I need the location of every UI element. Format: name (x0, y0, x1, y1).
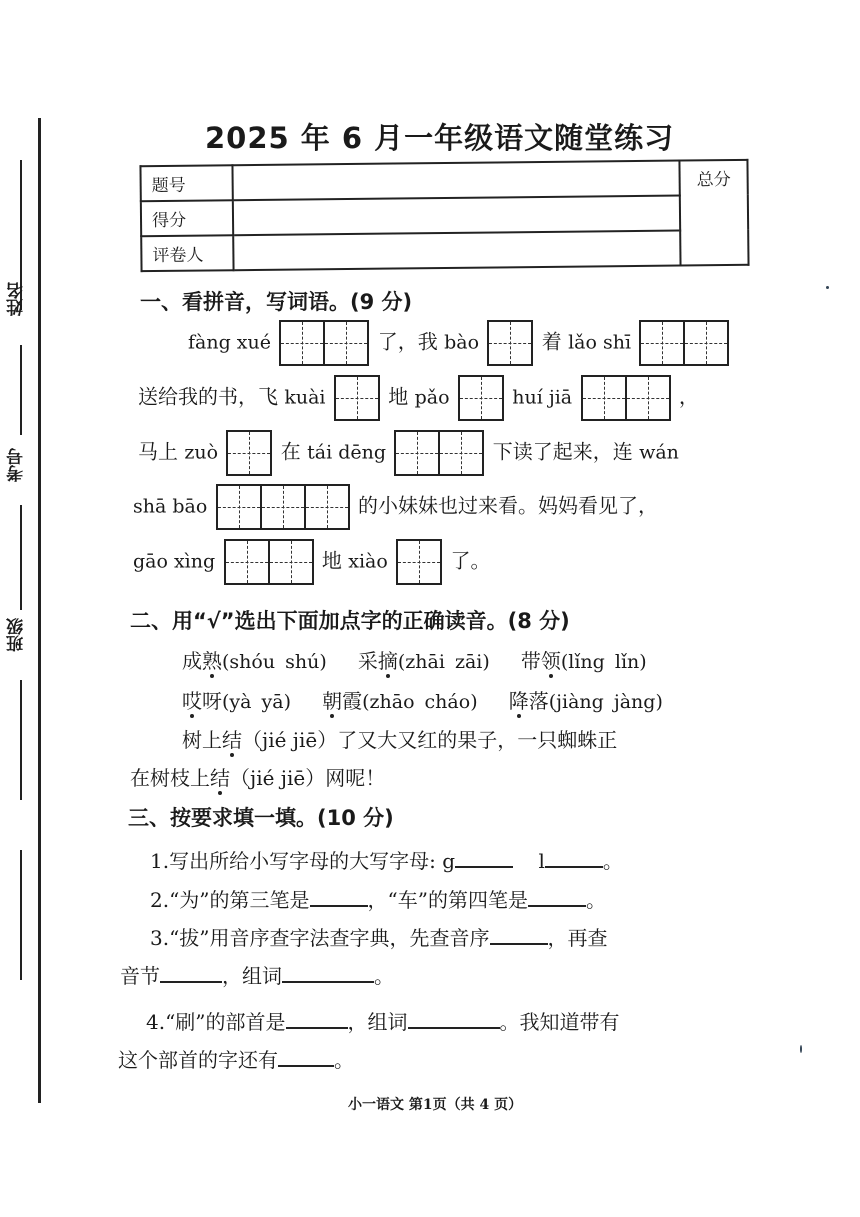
sentence-text: （jié jiē）网呢！ (230, 766, 386, 790)
question-2: 2.“为”的第三笔是 ，“车”的第四笔是 。 (150, 888, 606, 912)
pinyin-options[interactable]: (lǐng lǐn) (560, 651, 647, 673)
question-text: ，再查 (547, 926, 608, 950)
binding-line (38, 118, 41, 1103)
question-text: 音节 (120, 964, 160, 988)
reading-item: 成熟(shóu shú) (182, 649, 327, 673)
class-field-line (20, 505, 22, 610)
dotted-char: 结 (222, 728, 242, 752)
pinyin-text: bào (444, 331, 480, 354)
section-1-heading: 一、看拼音，写词语。(9 分) (140, 290, 413, 314)
writing-boxes[interactable] (224, 539, 314, 585)
question-4-cont: 这个部首的字还有 。 (118, 1048, 354, 1072)
pinyin-text: huí jiā (512, 386, 573, 409)
pinyin-options[interactable]: (zhāi zāi) (397, 651, 490, 673)
reading-row-2 (182, 685, 663, 714)
page-title: 2025 年 6 月一年级语文随堂练习 (205, 121, 675, 155)
score-row-label: 得分 (141, 200, 233, 236)
dotted-char: 结 (210, 766, 230, 790)
exam-no-field-line (20, 345, 22, 435)
pinyin-text: pǎo (414, 386, 450, 409)
pinyin-options[interactable]: (yà yā) (222, 691, 291, 713)
field-line (20, 850, 22, 980)
question-text: 3.“拔”用音序查字法查字典，先查音序 (150, 926, 490, 950)
reading-item: 哎呀(yà yā) (182, 689, 291, 713)
answer-blank[interactable] (282, 963, 374, 983)
sentence-text: 下读了起来，连 (492, 439, 633, 464)
question-text: 4.“刷”的部首是 (146, 1010, 286, 1034)
sentence-text: 送给我的书，飞 (138, 384, 278, 409)
sentence-text: 的小妹妹也过来看。妈妈看见了， (358, 493, 659, 518)
question-text: 1.写出所给小写字母的大写字母: (150, 849, 436, 873)
question-text: 。我知道带有 (499, 1010, 620, 1034)
answer-blank[interactable] (528, 887, 586, 907)
answer-blank[interactable] (310, 887, 368, 907)
exam-no-label: 考号 (7, 448, 27, 482)
question-text: 这个部首的字还有 (118, 1048, 278, 1072)
answer-blank[interactable] (408, 1009, 500, 1029)
reading-item: 降落(jiàng jàng) (508, 689, 663, 713)
answer-blank[interactable] (545, 848, 603, 868)
question-text: ，组词 (222, 964, 282, 988)
dotted-char: 领 (540, 649, 561, 673)
pinyin-text: shā bāo (133, 495, 208, 518)
pinyin-text: gāo xìng (133, 550, 216, 573)
answer-blank[interactable] (278, 1047, 334, 1067)
sentence-text: 马上 (138, 439, 178, 464)
question-4 (146, 1006, 620, 1035)
pinyin-text: fàng xué (188, 331, 271, 354)
pinyin-line-4 (133, 484, 658, 530)
sentence-text: 地 (388, 384, 409, 409)
answer-blank[interactable] (490, 925, 548, 945)
writing-boxes[interactable] (226, 430, 272, 476)
scan-speck (800, 1045, 802, 1053)
scan-speck (826, 286, 829, 289)
pinyin-text: tái dēng (307, 441, 387, 464)
answer-blank[interactable] (455, 848, 513, 868)
pinyin-text: kuài (284, 386, 326, 409)
dotted-char: 熟 (202, 649, 222, 673)
reading-item: 采摘(zhāi zāi) (357, 649, 490, 673)
writing-boxes[interactable] (487, 320, 533, 366)
pinyin-text: wán (639, 441, 679, 464)
pinyin-options[interactable]: (shóu shú) (222, 651, 327, 673)
writing-boxes[interactable] (279, 320, 369, 366)
class-label: 班级 (7, 618, 27, 652)
dotted-char: 朝 (322, 689, 343, 713)
dotted-char: 摘 (377, 649, 398, 673)
pinyin-line-3 (138, 430, 679, 476)
answer-blank[interactable] (160, 963, 222, 983)
sentence-text: ， (678, 384, 699, 409)
sentence-text: 了，我 (377, 329, 438, 354)
question-text: 2.“为”的第三笔是 (150, 888, 310, 912)
answer-blank[interactable] (286, 1009, 348, 1029)
letter-l: l (538, 849, 545, 873)
writing-boxes[interactable] (394, 430, 484, 476)
section-3-heading: 三、按要求填一填。(10 分) (128, 806, 394, 830)
score-cell (233, 196, 680, 236)
question-text: ，组词 (347, 1010, 408, 1034)
writing-boxes[interactable] (581, 375, 671, 421)
dotted-char: 哎 (182, 689, 202, 713)
writing-boxes[interactable] (396, 539, 442, 585)
reading-item: 带领(lǐng lǐn) (520, 649, 647, 673)
reading-item: 朝霞(zhāo cháo) (322, 689, 478, 713)
score-table (139, 159, 749, 272)
pinyin-text: zuò (184, 441, 219, 464)
name-label: 姓名 (7, 282, 27, 316)
sentence-text: 了。 (450, 548, 491, 573)
pinyin-options[interactable]: (jiàng jàng) (548, 691, 663, 713)
dotted-char: 降 (508, 689, 529, 713)
pinyin-line-2 (138, 375, 699, 421)
binding-margin (0, 0, 70, 1217)
pinyin-text: lǎo shī (568, 331, 632, 354)
page-footer: 小一语文 第1页（共 4 页） (348, 1097, 523, 1113)
sentence-text: 着 (541, 329, 562, 354)
total-score-cell: 总分 (679, 160, 748, 266)
question-3-cont: 音节 ，组词 。 (120, 964, 394, 988)
pinyin-line-5 (133, 539, 491, 585)
writing-boxes[interactable] (458, 375, 504, 421)
sentence-text: （jié jiē）了又大又红的果子，一只蜘蛛正 (242, 728, 618, 752)
reading-sentence-2: 在树枝上结（jié jiē）网呢！ (130, 766, 386, 790)
score-row-label: 评卷人 (141, 235, 233, 271)
pinyin-line-1 (188, 320, 731, 366)
reading-row-1 (182, 645, 647, 674)
score-row-label: 题号 (140, 165, 232, 201)
section-2-heading: 二、用“√”选出下面加点字的正确读音。(8 分) (130, 609, 570, 633)
field-line (20, 680, 22, 800)
letter-g: g (442, 849, 455, 873)
reading-sentence-1: 树上结（jié jiē）了又大又红的果子，一只蜘蛛正 (182, 728, 618, 752)
writing-boxes[interactable] (216, 484, 350, 530)
sentence-text: 地 (321, 548, 342, 573)
score-cell (233, 231, 680, 271)
question-3 (150, 922, 608, 951)
writing-boxes[interactable] (334, 375, 380, 421)
question-1: 1.写出所给小写字母的大写字母: g l 。 (150, 849, 623, 873)
writing-boxes[interactable] (639, 320, 729, 366)
score-cell (232, 161, 679, 201)
question-text: ，“车”的第四笔是 (367, 888, 528, 912)
pinyin-text: xiào (348, 550, 388, 573)
pinyin-options[interactable]: (zhāo cháo) (362, 691, 478, 713)
sentence-text: 在 (280, 439, 301, 464)
